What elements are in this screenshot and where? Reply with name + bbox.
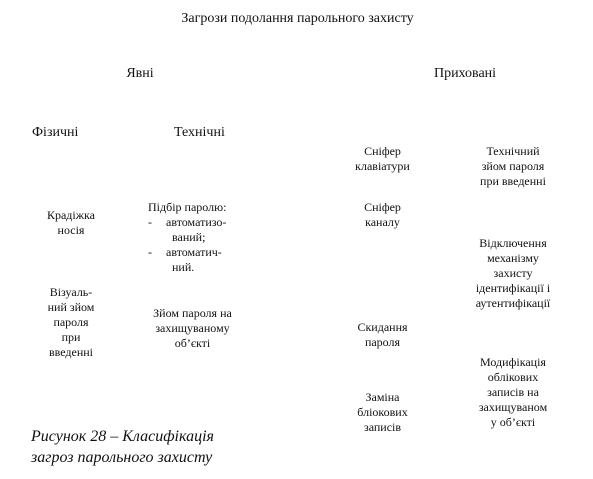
item-password-guessing: Підбір паролю: - автоматизо- ваний; - автоматич- ний. [148,200,227,274]
item-flash-records-replace: Заміна бліокових записів [357,390,408,434]
group-explicit: Явні [126,66,154,81]
item-modify-accounts: Модифікація облікових записів на захищуваном у об’єкті [478,355,548,429]
diagram-title: Загрози подолання парольного захисту [181,11,414,26]
item-protected-object-capture: Зйом пароля на захищуваному об’єкті [153,306,232,350]
item-technical-capture: Технічний зйом пароля при введенні [480,144,546,188]
subgroup-technical: Технічні [174,125,225,140]
item-channel-sniffer: Сніфер каналу [364,200,401,229]
group-hidden: Приховані [433,66,497,81]
item-disable-auth-mechanism: Відключення механізму захисту ідентифікації і аутентифікації [475,236,551,310]
item-media-theft: Крадіжка носія [46,208,96,237]
item-keyboard-sniffer: Сніфер клавіатури [355,144,410,173]
subgroup-physical: Фізичні [32,125,79,140]
item-visual-capture: Візуаль- ний зйом пароля при введенні [47,285,95,359]
figure-caption: Рисунок 28 – Класифікація загроз парольного захисту [31,428,214,466]
item-password-reset: Скидання пароля [357,320,408,349]
